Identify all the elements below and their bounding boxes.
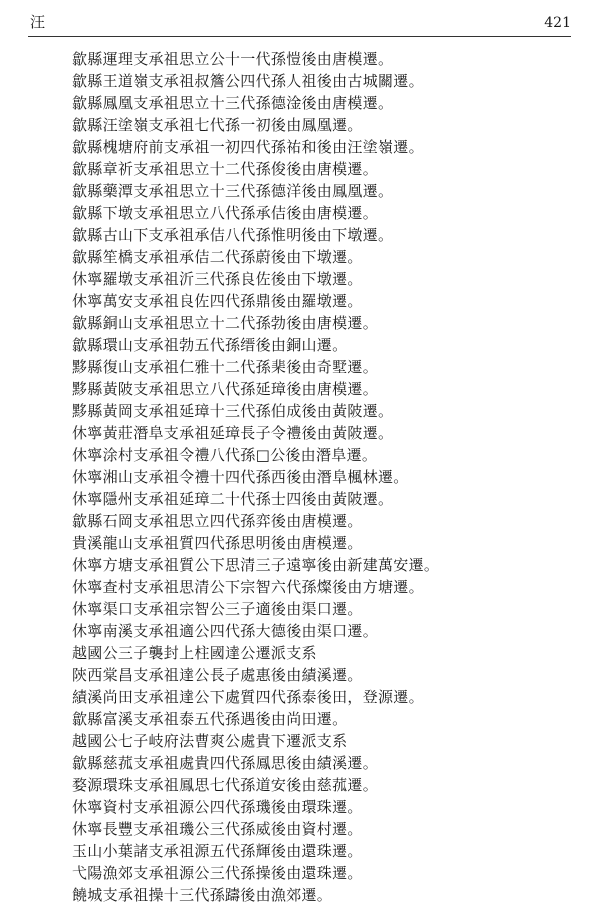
entry-line: 休寧萬安支承祖良佐四代孫鼎後由羅墩遷。 [72,292,363,310]
page-header [28,10,571,37]
entry-line: 歙縣富溪支承祖泰五代孫遇後由尚田遷。 [72,710,348,728]
entry-line: 歙縣運理支承祖思立公十一代孫愷後由唐模遷。 [72,50,394,68]
entry-line: 休寧南溪支承祖適公四代孫大德後由渠口遷。 [72,622,379,640]
entry-line: 休寧隱州支承祖延璋二十代孫士四後由黃陂遷。 [72,490,394,508]
section-heading: 越國公三子襲封上柱國達公遷派支系 [72,644,317,662]
entry-line: 饒城支承祖操十三代孫躊後由漁郊遷。 [72,886,333,904]
entry-line: 歙縣王道嶺支承祖叔簷公四代孫人祖後由古城關遷。 [72,72,424,90]
entry-line: 婺源環珠支承祖鳳思七代孫道安後由慈菰遷。 [72,776,379,794]
entry-line: 歙縣古山下支承祖承佶八代孫惟明後由下墩遷。 [72,226,394,244]
lineage-entries [72,48,572,906]
entry-line: 休寧湘山支承祖令禮十四代孫西後由潛阜楓林遷。 [72,468,409,486]
entry-line: 休寧羅墩支承祖沂三代孫良佐後由下墩遷。 [72,270,363,288]
entry-line: 歙縣章祈支承祖思立十二代孫俊後由唐模遷。 [72,160,379,178]
entry-line: 歙縣汪塗嶺支承祖七代孫一初後由鳳凰遷。 [72,116,363,134]
entry-line: 歙縣石岡支承祖思立四代孫弈後由唐模遷。 [72,512,363,530]
entry-line: 歙縣慈菰支承祖處貴四代孫鳳思後由績溪遷。 [72,754,379,772]
entry-line: 陝西棠昌支承祖達公長子處惠後由績溪遷。 [72,666,363,684]
entry-line: 歙縣藥潭支承祖思立十三代孫德洋後由鳳凰遷。 [72,182,394,200]
entry-line: 休寧涂村支承祖令禮八代孫□公後由潛阜遷。 [72,446,378,464]
entry-line: 休寧長豐支承祖璣公三代孫威後由資村遷。 [72,820,363,838]
entry-line: 休寧渠口支承祖宗智公三子適後由渠口遷。 [72,600,363,618]
entry-line: 休寧方塘支承祖質公下思清三子遠寧後由新建萬安遷。 [72,556,440,574]
entry-line: 玉山小葉諸支承祖源五代孫輝後由還珠遷。 [72,842,363,860]
entry-line: 績溪尚田支承祖達公下處質四代孫泰後田，登源遷。 [72,688,424,706]
entry-line: 歙縣銅山支承祖思立十二代孫勃後由唐模遷。 [72,314,379,332]
entry-line: 歙縣鳳凰支承祖思立十三代孫德淦後由唐模遷。 [72,94,394,112]
entry-line: 歙縣槐塘府前支承祖一初四代孫祐和後由汪塗嶺遷。 [72,138,424,156]
page-number: 421 [544,15,571,31]
entry-line: 休寧黃莊潛阜支承祖延璋長子令禮後由黃陂遷。 [72,424,394,442]
entry-line: 黟縣黃陂支承祖思立八代孫延璋後由唐模遷。 [72,380,379,398]
entry-line: 休寧查村支承祖思清公下宗智六代孫燦後由方塘遷。 [72,578,424,596]
entry-line: 歙縣笙橋支承祖承佶二代孫蔚後由下墩遷。 [72,248,363,266]
entry-line: 黟縣黃岡支承祖延璋十三代孫伯成後由黃陂遷。 [72,402,394,420]
entry-line: 黟縣復山支承祖仁雅十二代孫棐後由奇墅遷。 [72,358,379,376]
entry-line: 歙縣環山支承祖勃五代孫缙後由銅山遷。 [72,336,348,354]
entry-line: 貴溪龍山支承祖質四代孫思明後由唐模遷。 [72,534,363,552]
entry-line: 休寧資村支承祖源公四代孫璣後由環珠遷。 [72,798,363,816]
section-heading: 越國公七子岐府法曹爽公處貴下遷派支系 [72,732,348,750]
entry-line: 歙縣下墩支承祖思立八代孫承佶後由唐模遷。 [72,204,379,222]
running-title: 汪 [30,13,46,31]
entry-line: 弋陽漁郊支承祖源公三代孫操後由還珠遷。 [72,864,363,882]
